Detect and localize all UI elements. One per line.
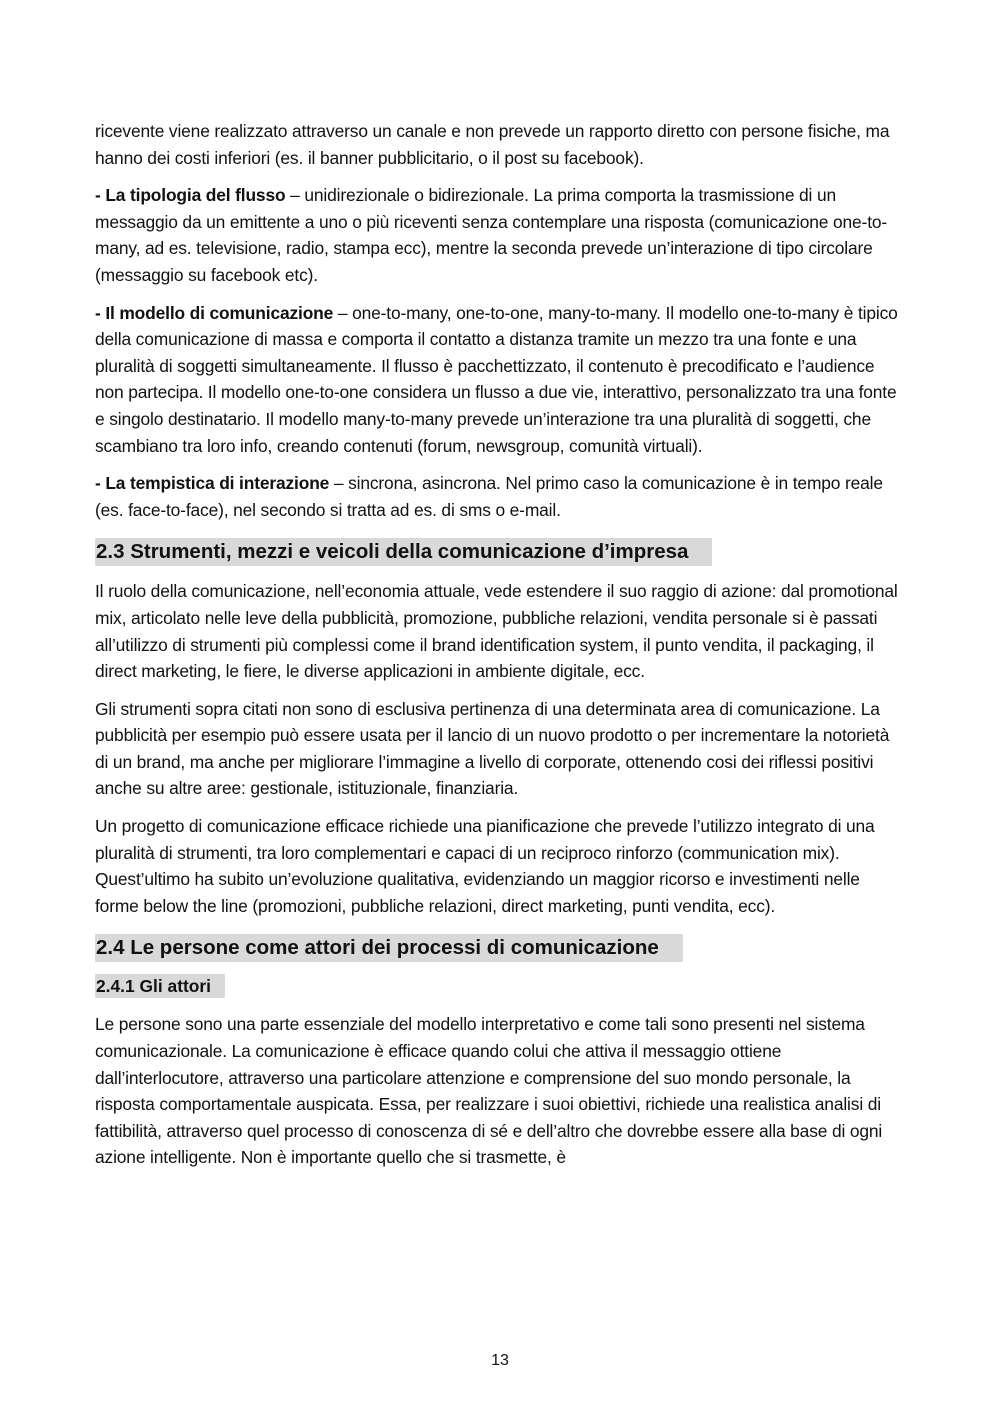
paragraph-attori: Le persone sono una parte essenziale del modello interpretativo e come tali sono presenti nel sistema comunicazionale. La comunicazione è efficace quando colui che attiva il messaggio ottiene dall’interlocutore, attraverso una particolare attenzione e comprensione del suo mondo personale, la risposta comportamentale auspicata. Essa, per realizzare i suoi obiettivi, richiede una realistica analisi di fattibilità, attraverso quel processo di conoscenza di sé e dell’altro che dovrebbe essere alla base di ogni azione intelligente. Non è importante quello che si trasmette, è xyxy=(95,1014,883,1168)
paragraph-strumenti: Gli strumenti sopra citati non sono di esclusiva pertinenza di una determinata area di comunicazione. La pubblicità per esempio può essere usata per il lancio di un nuovo prodotto o per incrementare la notorietà di un brand, ma anche per migliorare l’immagine a livello di corporate, ottenendo cosi dei riflessi positivi anche su altre aree: gestionale, istituzionale, finanziaria. xyxy=(95,698,890,799)
paragraph-ruolo-comunicazione: Il ruolo della comunicazione, nell’economia attuale, vede estendere il suo raggio di azione: dal promotional mix, articolato nelle leve della pubblicità, promozione, pubbliche relazioni, vendita personale si è passati all’utilizzo di strumenti più complessi come il brand identification system, il punto vendita, il packaging, il direct marketing, le fiere, le diverse applicazioni in ambiente digitale, ecc. xyxy=(95,581,898,682)
paragraph-text: – one-to-many, one-to-one, many-to-many. Il modello one-to-many è tipico della comunicazione di massa e comporta il contatto a distanza tramite un mezzo tra una fonte e una pluralità di soggetti simultaneamente. Il flusso è pacchettizzato, il contenuto è precodificato e l’audience non partecipa. Il modello one-to-one considera un flusso a due vie, interattivo, personalizzato tra una fonte e singolo destinatario. Il modello many-to-many prevede un’interazione tra una pluralità di soggetti, che scambiano tra loro info, creando contenuti (forum, newsgroup, comunità virtuali). xyxy=(95,302,898,456)
paragraph-tempistica-interazione xyxy=(95,470,907,523)
paragraph-text: – sincrona, asincrona. Nel primo caso la comunicazione è in tempo reale (es. face-to-face), nel secondo si tratta ad es. di sms o e-mail. xyxy=(95,473,883,520)
section-heading-2-3: 2.3 Strumenti, mezzi e veicoli della comunicazione d’impresa xyxy=(95,538,712,566)
page-body xyxy=(95,118,907,1182)
section-heading-2-4: 2.4 Le persone come attori dei processi di comunicazione xyxy=(95,934,683,962)
paragraph-intro xyxy=(95,118,907,171)
paragraph-lead-bold: - La tipologia del flusso xyxy=(95,185,286,206)
paragraph-text: – unidirezionale o bidirezionale. La prima comporta la trasmissione di un messaggio da un emittente a uno o più riceventi senza contemplare una risposta (comunicazione one-to-many, ad es. televisione, radio, stampa ecc), mentre la seconda prevede un’interazione di tipo circolare (messaggio su facebook etc). xyxy=(95,185,888,285)
paragraph-tipologia-flusso xyxy=(95,182,907,288)
paragraph-progetto: Un progetto di comunicazione efficace richiede una pianificazione che prevede l’utilizzo integrato di una pluralità di strumenti, tra loro complementari e capaci di un reciproco rinforzo (communication mix). Quest’ultimo ha subito un’evoluzione qualitativa, evidenziando un maggior ricorso e investimenti nelle forme below the line (promozioni, pubbliche relazioni, direct marketing, punti vendita, ecc). xyxy=(95,816,875,916)
paragraph-lead-bold: - La tempistica di interazione xyxy=(95,473,330,494)
page-number: 13 xyxy=(491,1352,509,1369)
paragraph-lead-bold: - Il modello di comunicazione xyxy=(95,302,334,323)
paragraph-modello-comunicazione xyxy=(95,300,907,460)
paragraph-text: ricevente viene realizzato attraverso un canale e non prevede un rapporto diretto con persone fisiche, ma hanno dei costi inferiori (es. il banner pubblicitario, o il post su facebook). xyxy=(95,121,890,168)
subsection-heading-2-4-1: 2.4.1 Gli attori xyxy=(95,974,225,998)
